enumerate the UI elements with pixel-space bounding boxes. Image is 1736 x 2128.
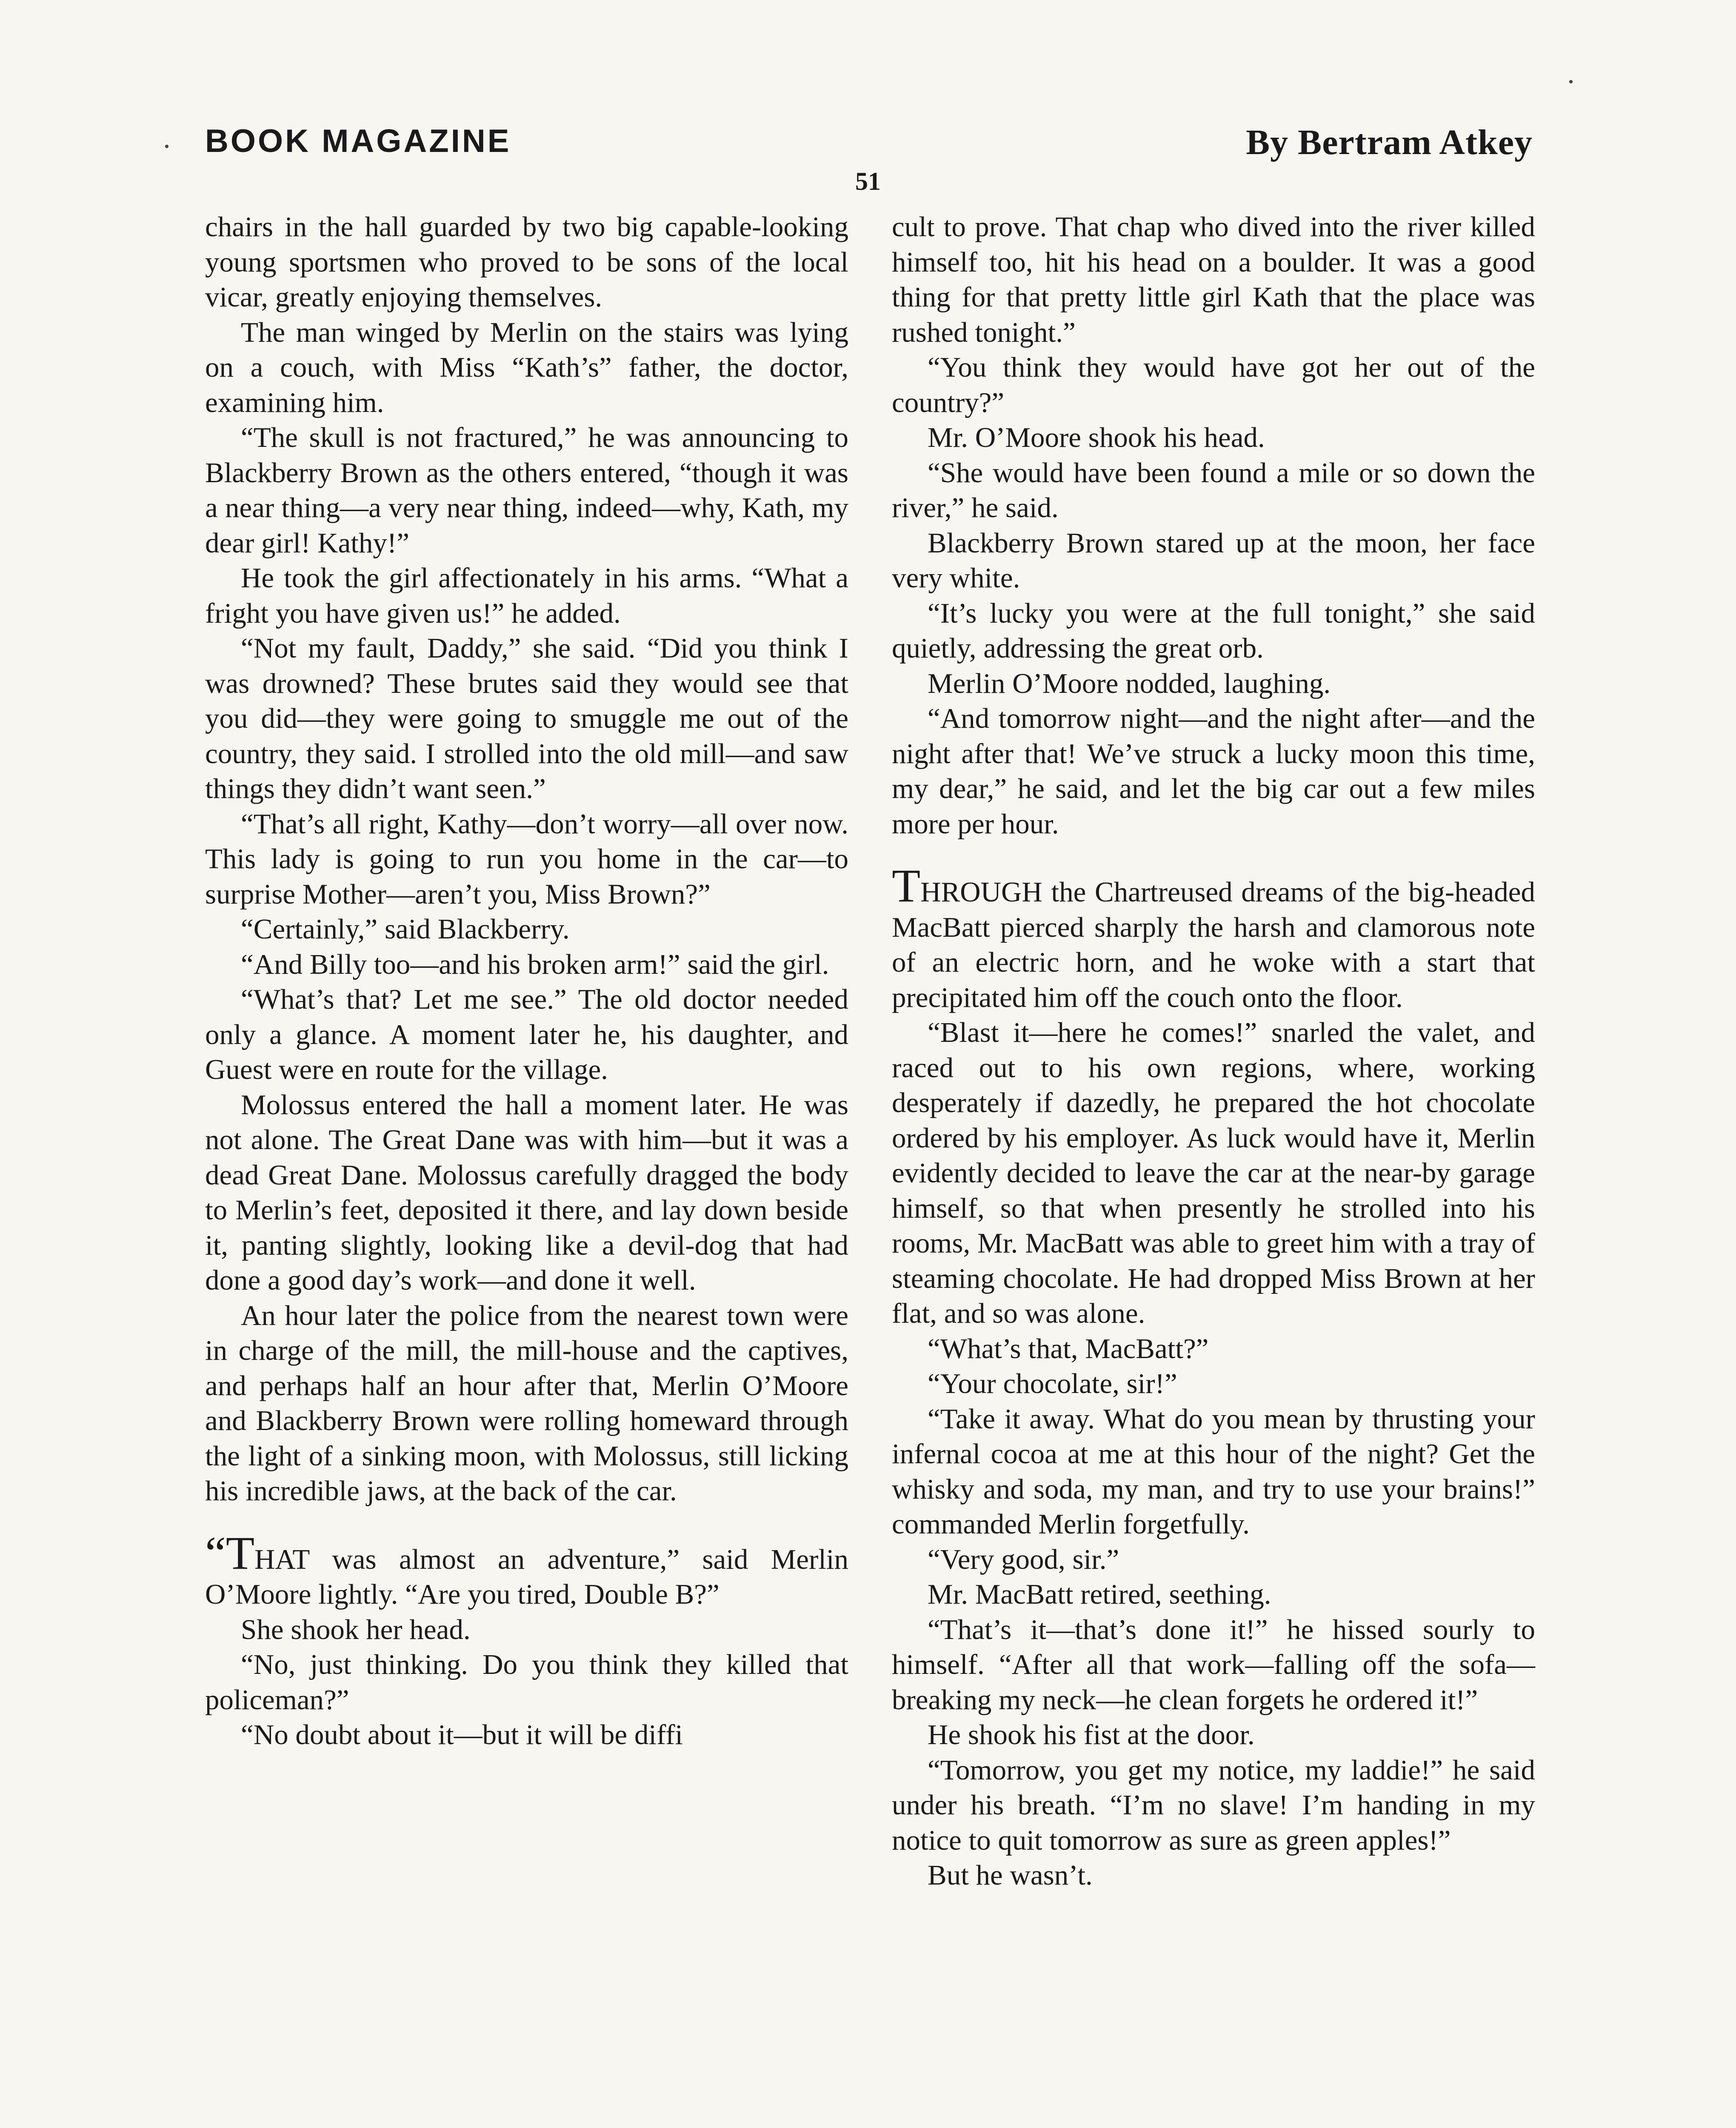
paragraph: “You think they would have got her out of the country?” bbox=[892, 352, 1535, 418]
right-column bbox=[892, 209, 1535, 1893]
print-speck bbox=[1569, 80, 1573, 83]
paragraph: The man winged by Merlin on the stairs was lying on a couch, with Miss “Kath’s” father, the doctor, examining him. bbox=[205, 316, 848, 418]
section-opening-paragraph: THROUGH the Chartreused dreams of the big-headed MacBatt pierced sharply the harsh and clamorous note of an electric horn, and he woke with a start that precipitated him off the couch onto the floor. bbox=[892, 860, 1535, 1013]
paragraph: “No doubt about it—but it will be diffi bbox=[241, 1719, 683, 1750]
paragraph: Blackberry Brown stared up at the moon, her face very white. bbox=[892, 527, 1535, 594]
paragraph: “What’s that? Let me see.” The old doctor needed only a glance. A moment later he, his daughter, and Guest were en route for the village. bbox=[205, 984, 848, 1085]
paragraph: “That’s all right, Kathy—don’t worry—all over now. This lady is going to run you home in the car—to surprise Mother—aren’t you, Miss Brown?” bbox=[205, 808, 848, 910]
paragraph: “Certainly,” said Blackberry. bbox=[241, 913, 570, 945]
paragraph: cult to prove. That chap who dived into the river killed himself too, hit his head on a boulder. It was a good thing for that pretty little girl Kath that the place was rushed tonight.” bbox=[892, 211, 1535, 348]
left-column bbox=[205, 209, 848, 1753]
paragraph: “That’s it—that’s done it!” he hissed sourly to himself. “After all that work—falling off the sofa—breaking my neck—he clean forgets he ordered it!” bbox=[892, 1613, 1535, 1716]
author-byline: By Bertram Atkey bbox=[1246, 123, 1533, 162]
paragraph: “Tomorrow, you get my notice, my laddie!” he said under his breath. “I’m no slave! I’m handing in my notice to quit tomorrow as sure as green apples!” bbox=[892, 1754, 1535, 1856]
paragraph: “She would have been found a mile or so down the river,” he said. bbox=[892, 457, 1535, 523]
paragraph: “What’s that, MacBatt?” bbox=[928, 1333, 1209, 1364]
paragraph: He shook his fist at the door. bbox=[928, 1719, 1255, 1750]
paragraph: “Your chocolate, sir!” bbox=[928, 1368, 1177, 1399]
paragraph: Merlin O’Moore nodded, laughing. bbox=[928, 667, 1331, 699]
paragraph: Molossus entered the hall a moment later. He was not alone. The Great Dane was with him—but it was a dead Great Dane. Molossus carefully dragged the body to Merlin’s feet, deposited it there, and lay down beside it, panting slightly, looking like a devil-dog that had done a good day’s work—and done it well. bbox=[205, 1089, 848, 1296]
paragraph: An hour later the police from the nearest town were in charge of the mill, the mill-house and the captives, and perhaps half an hour after that, Merlin O’Moore and Blackberry Brown were rolling homeward through the light of a sinking moon, with Molossus, still licking his incredible jaws, at the back of the car. bbox=[205, 1299, 848, 1507]
paragraph: “Very good, sir.” bbox=[928, 1543, 1119, 1575]
paragraph: “And Billy too—and his broken arm!” said the girl. bbox=[241, 948, 829, 980]
paragraph: But he wasn’t. bbox=[928, 1859, 1093, 1891]
paragraph: Mr. MacBatt retired, seething. bbox=[928, 1579, 1271, 1610]
paragraph: “Not my fault, Daddy,” she said. “Did you think I was drowned? These brutes said they would see that you did—they were going to smuggle me out of the country, they said. I strolled into the old mill—and saw things they didn’t want seen.” bbox=[205, 632, 848, 804]
paragraph: “Blast it—here he comes!” snarled the valet, and raced out to his own regions, where, working desperately if dazedly, he prepared the hot chocolate ordered by his employer. As luck would have it, Merlin evidently decided to leave the car at the near-by garage himself, so that when presently he strolled into his rooms, Mr. MacBatt was able to greet him with a tray of steaming chocolate. He had dropped Miss Brown at her flat, and so was alone. bbox=[892, 1017, 1535, 1329]
magazine-title: BOOK MAGAZINE bbox=[205, 123, 511, 159]
paragraph: “No, just thinking. Do you think they killed that policeman?” bbox=[205, 1649, 848, 1716]
print-speck bbox=[165, 145, 168, 148]
paragraph: chairs in the hall guarded by two big capable-looking young sportsmen who proved to be sons of the local vicar, greatly enjoying themselves. bbox=[205, 211, 848, 313]
paragraph: He took the girl affectionately in his arms. “What a fright you have given us!” he added. bbox=[205, 562, 848, 629]
paragraph: “And tomorrow night—and the night after—and the night after that! We’ve struck a lucky moon this time, my dear,” he said, and let the big car out a few miles more per hour. bbox=[892, 703, 1535, 840]
paragraph: “The skull is not fractured,” he was announcing to Blackberry Brown as the others entered, “though it was a near thing—a very near thing, indeed—why, Kath, my dear girl! Kathy!” bbox=[205, 422, 848, 559]
section-opening-paragraph: “THAT was almost an adventure,” said Merlin O’Moore lightly. “Are you tired, Double B?” bbox=[205, 1527, 848, 1610]
paragraph: She shook her head. bbox=[241, 1613, 471, 1645]
paragraph: Mr. O’Moore shook his head. bbox=[928, 422, 1265, 453]
page-number: 51 bbox=[855, 167, 881, 195]
paragraph: “It’s lucky you were at the full tonight,” she said quietly, addressing the great orb. bbox=[892, 597, 1535, 664]
paragraph: “Take it away. What do you mean by thrusting your infernal cocoa at me at this hour of the night? Get the whisky and soda, my man, and try to use your brains!” commanded Merlin forgetfully. bbox=[892, 1403, 1535, 1540]
